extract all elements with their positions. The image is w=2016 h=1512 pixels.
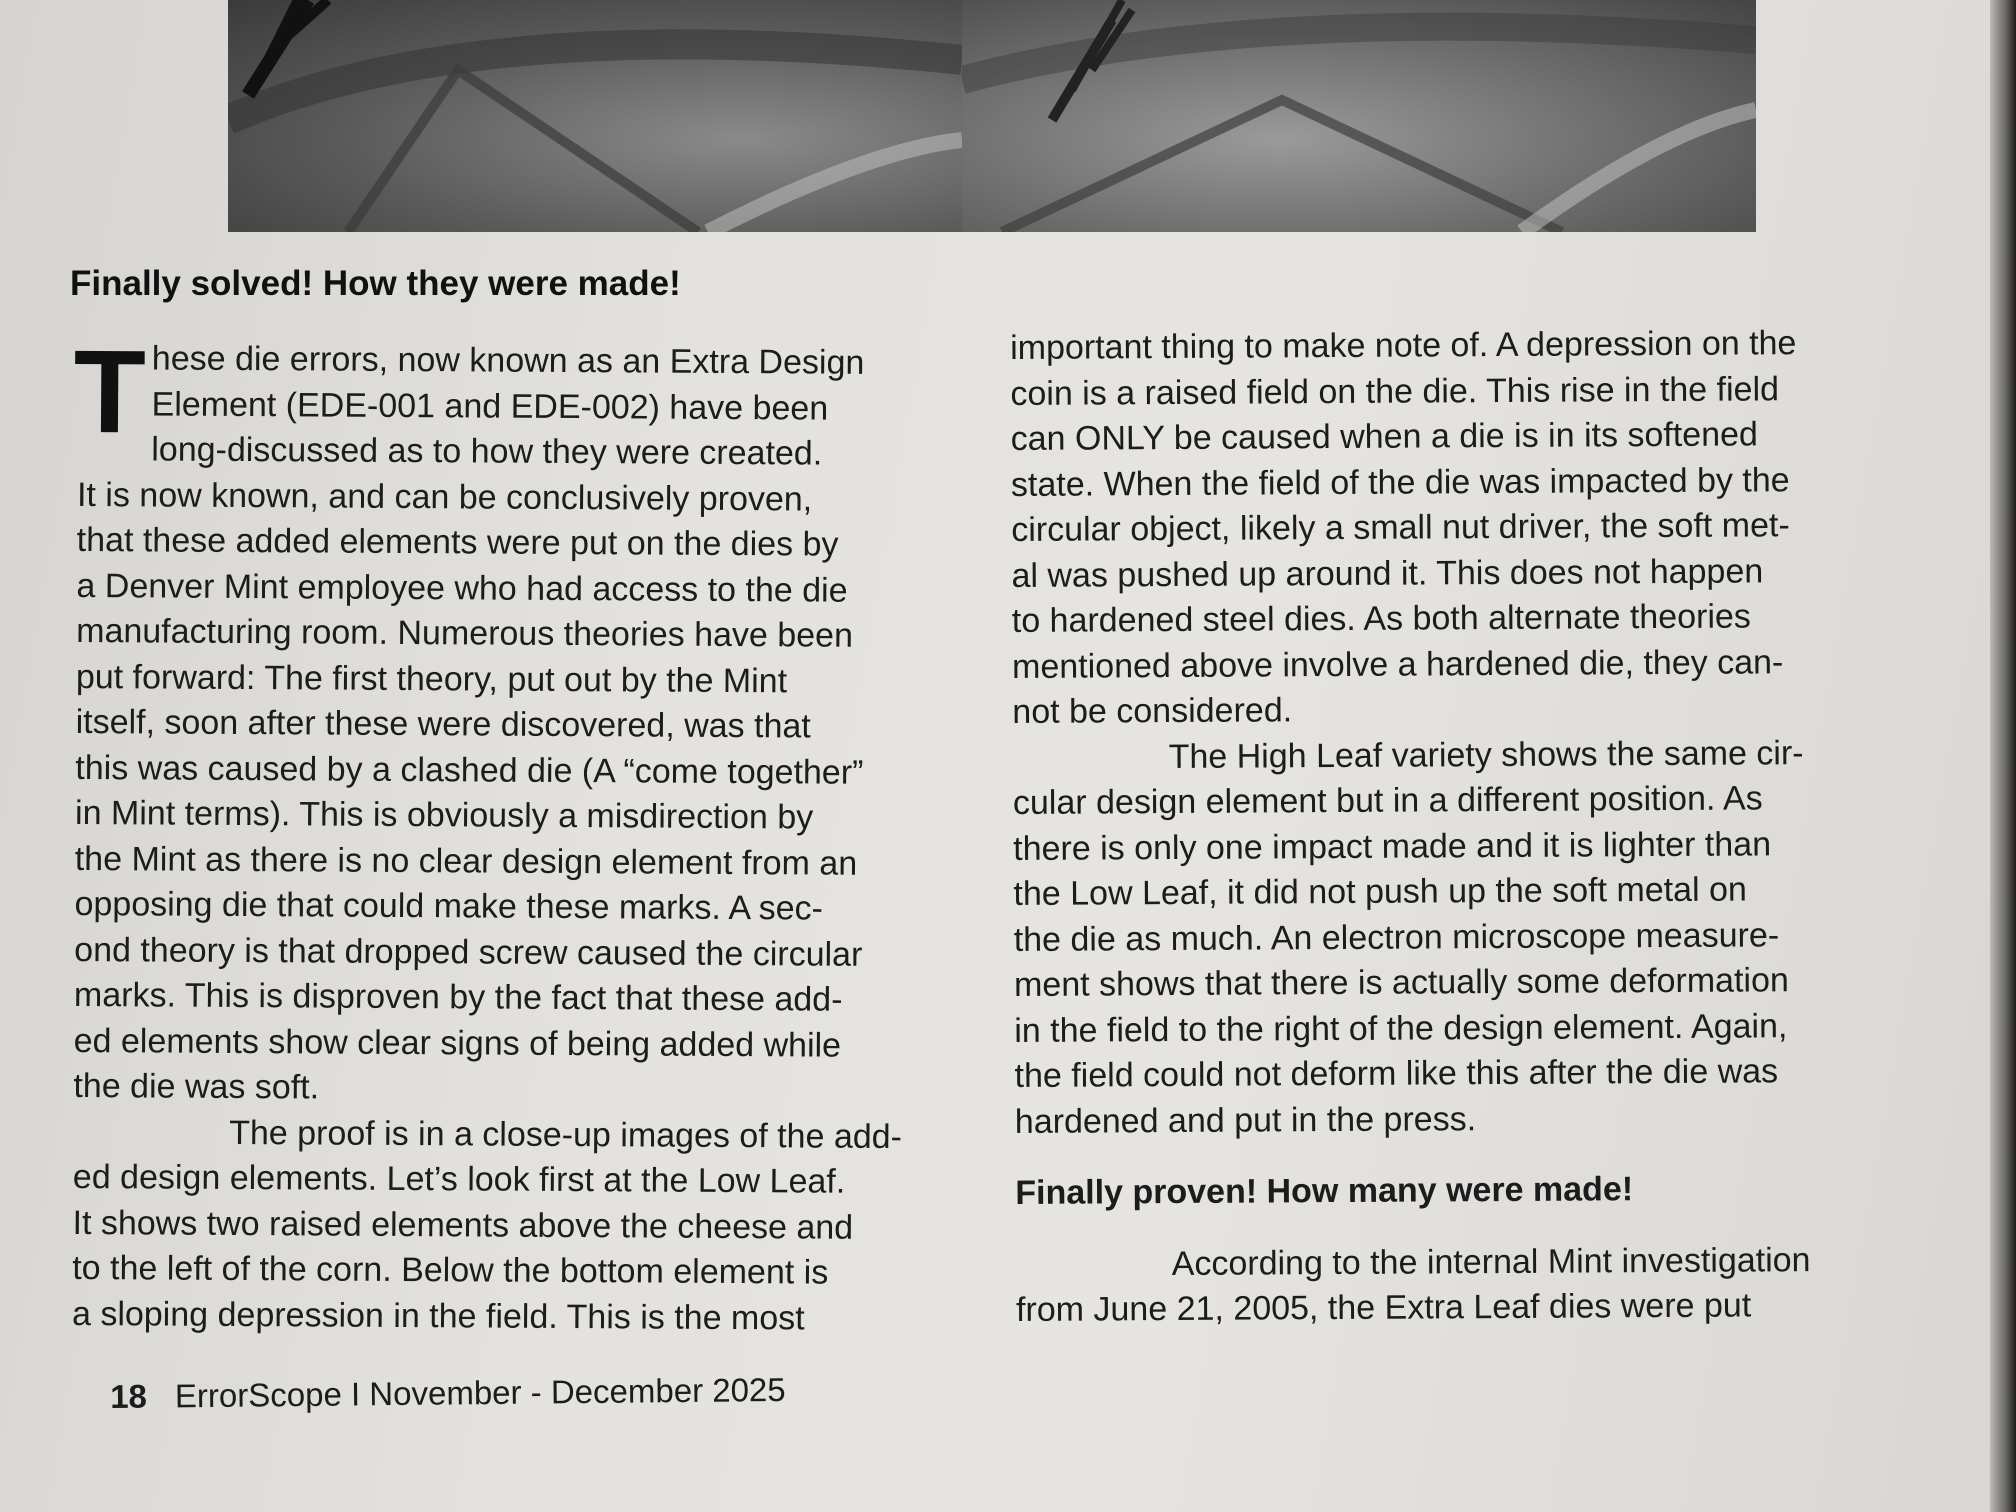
low-leaf-closeup-photo (228, 0, 962, 232)
body-line: a Denver Mint employee who had access to the die (76, 566, 848, 610)
body-line: state. When the field of the die was impacted by the (1010, 460, 1790, 504)
page-footer (110, 1371, 786, 1416)
body-line: According to the internal Mint investigation (1171, 1240, 1811, 1283)
body-line: can ONLY be caused when a die is in its softened (1010, 415, 1758, 458)
high-leaf-closeup-photo (962, 0, 1756, 232)
body-line: to the left of the corn. Below the bottom element is (72, 1248, 829, 1292)
body-line: in the field to the right of the design element. Again, (1014, 1006, 1788, 1050)
body-line: itself, soon after these were discovered, was that (75, 702, 811, 746)
body-line: opposing die that could make these marks. A sec- (74, 884, 824, 928)
body-line: to hardened steel dies. As both alternate theories (1011, 597, 1751, 640)
body-line: coin is a raised field on the die. This rise in the field (1010, 369, 1780, 413)
body-line: Element (EDE-001 and EDE-002) have been (151, 384, 829, 428)
body-line: ond theory is that dropped screw caused the circular (74, 930, 863, 974)
article-subhead: Finally proven! How many were made! (1015, 1170, 1634, 1212)
body-line: not be considered. (1012, 691, 1293, 731)
coin-closeup-photos (228, 0, 1756, 232)
body-line: the field could not deform like this after the die was (1014, 1052, 1779, 1095)
article-column-right (1010, 320, 1936, 1333)
body-line: circular object, likely a small nut driver, the soft met- (1011, 506, 1790, 549)
body-line: ed design elements. Let’s look first at the Low Leaf. (72, 1157, 846, 1201)
body-line: The High Leaf variety shows the same cir- (1168, 733, 1804, 776)
publication-name: ErrorScope I November - December 2025 (174, 1370, 786, 1415)
body-line: from June 21, 2005, the Extra Leaf dies were put (1015, 1286, 1752, 1329)
body-line: in Mint terms). This is obviously a misdirection by (74, 793, 814, 837)
body-line: the die as much. An electron microscope measure- (1013, 915, 1780, 959)
body-line: manufacturing room. Numerous theories have been (76, 611, 854, 655)
body-line: there is only one impact made and it is lighter than (1013, 824, 1772, 868)
body-line: mentioned above involve a hardened die, they can- (1011, 642, 1784, 686)
body-line: the Mint as there is no clear design element from an (74, 839, 858, 883)
body-line: cular design element but in a different position. As (1012, 779, 1763, 822)
body-line: marks. This is disproven by the fact that these add- (73, 975, 843, 1019)
body-line: put forward: The first theory, put out by the Mint (75, 657, 788, 700)
body-line: ment shows that there is actually some deformation (1013, 961, 1789, 1004)
body-line: al was pushed up around it. This does not happen (1011, 551, 1764, 595)
body-line: hese die errors, now known as an Extra Design (151, 339, 865, 382)
article-column-left (71, 325, 978, 1342)
body-line: this was caused by a clashed die (A “come together” (75, 748, 864, 792)
page-edge-shadow (1990, 0, 2016, 1512)
body-line: long-discussed as to how they were created. (151, 430, 823, 473)
body-line: important thing to make note of. A depression on the (1010, 324, 1797, 367)
body-line: the die was soft. (73, 1066, 320, 1107)
drop-cap: T (73, 325, 147, 459)
body-line: the Low Leaf, it did not push up the soft metal on (1013, 870, 1747, 913)
body-line: a sloping depression in the field. This is the most (71, 1294, 805, 1337)
body-line: It is now known, and can be conclusively proven, (76, 475, 813, 518)
body-line: that these added elements were put on the dies by (76, 520, 839, 564)
article-headline: Finally solved! How they were made! (70, 264, 681, 303)
body-line: hardened and put in the press. (1014, 1099, 1477, 1141)
body-line: The proof is in a close-up images of the add- (229, 1113, 903, 1156)
body-line: ed elements show clear signs of being added while (73, 1021, 842, 1065)
body-line: It shows two raised elements above the cheese and (72, 1203, 854, 1247)
page-number: 18 (110, 1377, 148, 1415)
